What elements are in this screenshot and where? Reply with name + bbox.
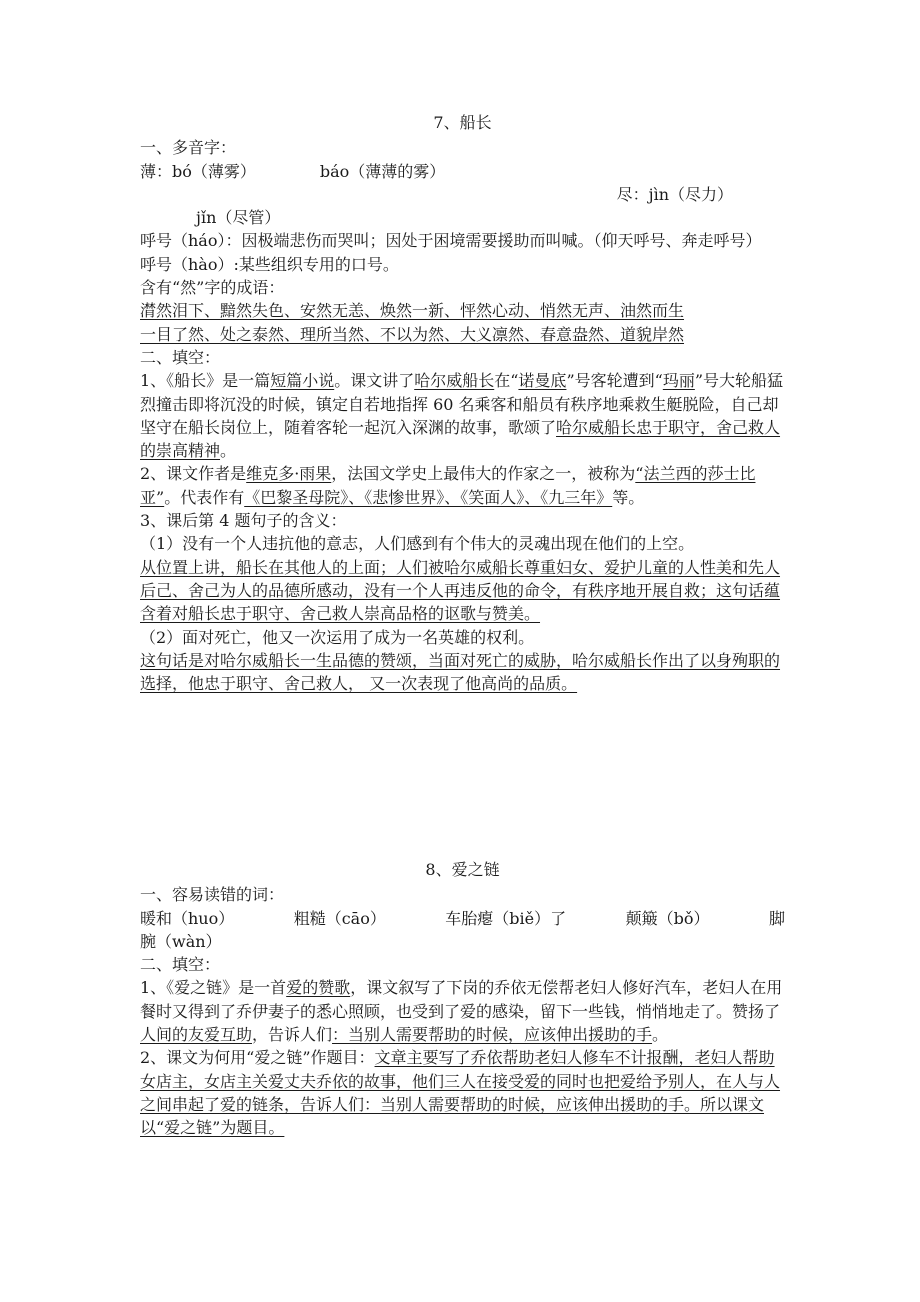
answer: 人间的友爱互助 [140, 1025, 253, 1045]
sentence-question-1: （1）没有一个人违抗他的意志，人们感到有个伟大的灵魂出现在他们的上空。 [140, 534, 695, 554]
sentence-answer-2: 这句话是对哈尔威船长一生品德的赞颂，当面对死亡的威胁，哈尔威船长作出了以身殉职的选择，他忠于职守、舍己救人， 又一次表现了他高尚的品质。 [140, 650, 781, 694]
polyphone-heading: 一、多音字： [140, 138, 237, 158]
fill-blank-2 [140, 462, 785, 509]
fill-blank-heading: 二、填空： [140, 347, 221, 367]
fill-blank-heading-8: 二、填空： [140, 955, 221, 975]
polyphone-bao [140, 160, 785, 183]
answer: 维克多·雨果 [246, 464, 332, 484]
bao-bo: 薄：bó（薄雾） [140, 161, 256, 181]
text: 。 [652, 1025, 669, 1045]
lesson-7-title: 7、船长 [433, 113, 492, 132]
text: ，告诉人们 [252, 1025, 333, 1045]
text: 。课文讲了 [334, 371, 415, 391]
lesson-7-section [140, 111, 785, 695]
polyphone-jin-b: jǐn（尽管） [196, 208, 281, 228]
ran-idioms-intro: 含有“然”字的成语： [140, 278, 285, 298]
answer: 短篇小说 [270, 371, 335, 391]
fill-blank-1 [140, 369, 785, 462]
fill-blank-8-1 [140, 976, 785, 1046]
bao-bao: báo（薄薄的雾） [319, 161, 446, 181]
misread-heading: 一、容易读错的词： [140, 885, 285, 905]
answer: 文章主要写了乔依帮助老妇人修车不计报酬，老妇人帮助女店主，女店主关爱丈夫乔依的故事，他们三人在接受爱的同时也把爱给予别人，在人与人之间串起了爱的链条，告诉人们：当别人需要帮助的时候，应该伸出援助的手。所以课文以“爱之链”为题目。 [140, 1048, 781, 1138]
lesson-8-section [140, 858, 785, 1140]
answer: “法兰西的莎士比亚” [140, 464, 756, 507]
text: 。代表作有 [164, 487, 245, 507]
answer: 《巴黎圣母院》、《悲惨世界》、《笑面人》、《九三年》 [244, 487, 613, 507]
fill-blank-8-2 [140, 1046, 785, 1139]
text: 。 [220, 441, 237, 461]
text: ，课文叙写了下岗的乔依无偿帮老妇人修好汽车，老妇人在用餐时又得到了乔伊妻子的悉心照顾，也受到了爱的感染，留下一些钱，悄悄地走了。赞扬了 [140, 978, 783, 1021]
word-5: 脚 [768, 908, 785, 928]
misread-words [140, 907, 785, 930]
word-3: 车胎瘪（biě）了 [445, 908, 567, 928]
text: ，法国文学史上最伟大的作家之一，被称为 [331, 464, 636, 484]
word-1: 暖和（huo） [140, 908, 235, 928]
text: 1、《爱之链》是一首 [140, 978, 287, 998]
text: ”号大轮船猛烈撞击即将沉没的时候，镇定自若地指挥 60 名乘客和船员有秩序地乘救生艇脱险，自己却坚守在船长岗位上，随着客轮一起沉入深渊的故事，歌颂了 [140, 371, 784, 437]
word-2: 粗糙（cāo） [293, 908, 386, 928]
text: 1、《船长》是一篇 [140, 371, 271, 391]
text: 2、课文为何用“爱之链”作题目： [140, 1048, 375, 1068]
text: ”号客轮遭到“ [566, 371, 663, 391]
polyphone-jin-a: 尽：jìn（尽力） [616, 184, 733, 204]
misread-words-cont: 腕（wàn） [140, 931, 222, 951]
answer: 哈尔威船长忠于职守，舍己救人的崇高精神 [140, 417, 781, 461]
answer: 哈尔威船长 [414, 371, 495, 391]
sentence-answer-1: 从位置上讲，船长在其他人的上面；人们被哈尔威船长尊重妇女、爱护儿童的人性美和先人后己、舍己为人的品德所感动，没有一个人再违反他的命令，有秩序地开展自救；这句话蕴含着对船长忠于职守、舍己救人崇高品格的讴歌与赞美。 [140, 557, 781, 624]
answer: 爱的赞歌 [286, 978, 351, 998]
text: 2、课文作者是 [140, 464, 247, 484]
fill-blank-3: 3、课后第 4 题句子的含义： [140, 511, 347, 531]
answer: ：当别人需要帮助的时候，应该伸出援助的手 [332, 1025, 653, 1045]
ran-idioms-line-2: 一目了然、处之泰然、理所当然、不以为然、大义凛然、春意盎然、道貌岸然 [140, 324, 685, 344]
answer: 玛丽 [662, 371, 695, 391]
ran-idioms-line-1: 潸然泪下、黯然失色、安然无恙、焕然一新、怦然心动、悄然无声、油然而生 [140, 301, 685, 321]
text: 等。 [612, 487, 645, 507]
lesson-8-title: 8、爱之链 [425, 860, 500, 879]
answer: 诺曼底 [518, 371, 567, 391]
hao-definition-2: 呼号（hào）:某些组织专用的口号。 [140, 254, 399, 274]
text: 在“ [494, 371, 519, 391]
word-4: 颠簸（bǒ） [625, 908, 710, 928]
hao-definition-1: 呼号（háo）：因极端悲伤而哭叫；因处于困境需要援助而叫喊。（仰天呼号、奔走呼号） [140, 231, 762, 251]
sentence-question-2: （2）面对死亡，他又一次运用了成为一名英雄的权利。 [140, 627, 535, 647]
